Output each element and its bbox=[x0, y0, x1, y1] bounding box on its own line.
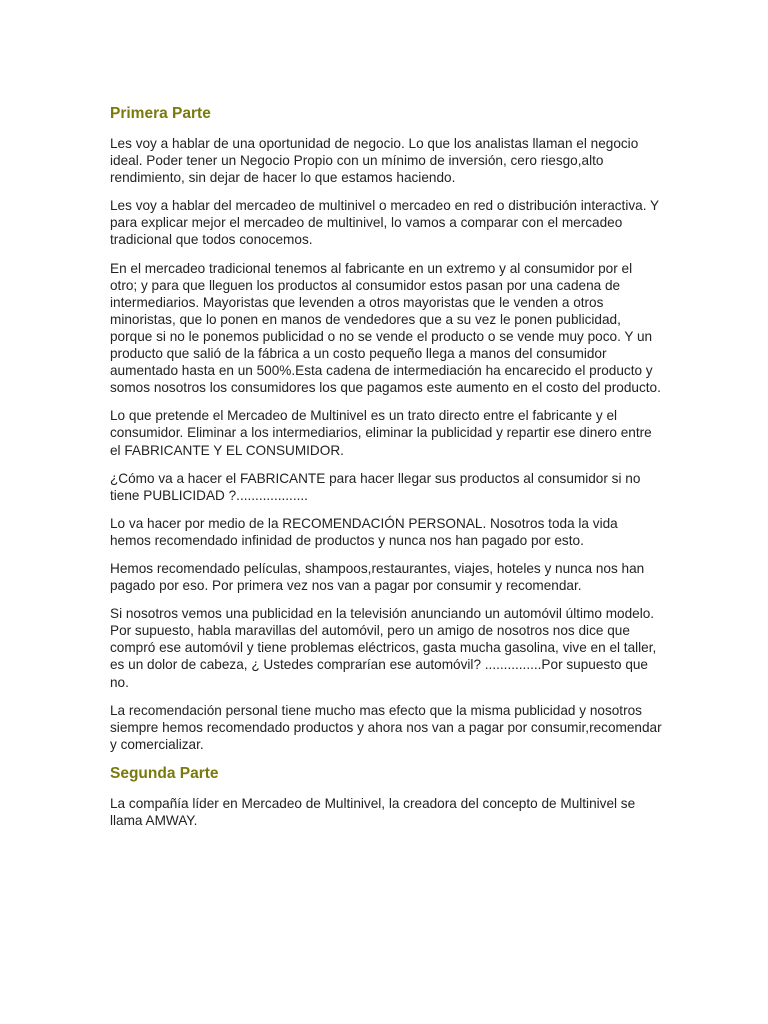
paragraph-efecto-recomendacion: La recomendación personal tiene mucho mas efecto que la misma publicidad y nosotros siempre hemos recomendado productos y ahora nos van a pagar por consumir,recomendar y comercializar. bbox=[110, 702, 662, 752]
section-title-primera-parte: Primera Parte bbox=[110, 105, 211, 122]
paragraph-trato-directo: Lo que pretende el Mercadeo de Multinivel es un trato directo entre el fabricante y el consumidor. Eliminar a los intermediarios, eliminar la publicidad y repartir ese dinero entre el FABRICANTE Y EL CONSUMIDOR. bbox=[110, 408, 652, 458]
paragraph-pregunta-publicidad: ¿Cómo va a hacer el FABRICANTE para hacer llegar sus productos al consumidor si no tiene PUBLICIDAD ?................... bbox=[110, 470, 641, 503]
paragraph-amway: La compañía líder en Mercadeo de Multinivel, la creadora del concepto de Multinivel se llama AMWAY. bbox=[110, 795, 636, 828]
paragraph-mercadeo-multinivel: Les voy a hablar del mercadeo de multinivel o mercadeo en red o distribución interactiva. Y para explicar mejor el mercadeo de multinivel, lo vamos a comparar con el mercadeo tradicional que todos conocemos. bbox=[110, 198, 659, 248]
paragraph-hemos-recomendado: Hemos recomendado películas, shampoos,restaurantes, viajes, hoteles y nunca nos han pagado por eso. Por primera vez nos van a pagar por consumir y recomendar. bbox=[110, 560, 645, 594]
paragraph-ejemplo-automovil: Si nosotros vemos una publicidad en la televisión anunciando un automóvil último modelo. Por supuesto, habla maravillas del automóvil, pero un amigo de nosotros nos dice que compró ese automóvil y tiene problemas eléctricos, gasta mucha gasolina, vive en el taller, es un dolor de cabeza, ¿ Ustedes comprarían ese automóvil? ...............Por supuesto que no. bbox=[110, 606, 657, 690]
paragraph-mercadeo-tradicional: En el mercadeo tradicional tenemos al fabricante en un extremo y al consumidor por el otro; y para que lleguen los productos al consumidor estos pasan por una cadena de intermediarios. Mayoristas que levenden a otros mayoristas que le venden a otros minoristas, que lo ponen en manos de vendedores que a su vez le ponen publicidad, porque si no le ponemos publicidad o no se vende el producto o se vende muy poco. Y un producto que salió de la fábrica a un costo pequeño llega a manos del consumidor aumentado hasta en un 500%.Esta cadena de intermediación ha encarecido el producto y somos nosotros los consumidores los que pagamos este aumento en el costo del producto. bbox=[110, 260, 661, 396]
section-title-segunda-parte: Segunda Parte bbox=[110, 764, 219, 782]
paragraph-recomendacion-personal: Lo va hacer por medio de la RECOMENDACIÓN PERSONAL. Nosotros toda la vida hemos recomendado infinidad de productos y nunca nos han pagado por esto. bbox=[110, 515, 618, 548]
document-page bbox=[110, 104, 662, 840]
paragraph-oportunidad-negocio: Les voy a hablar de una oportunidad de negocio. Lo que los analistas llaman el negocio ideal. Poder tener un Negocio Propio con un mínimo de inversión, cero riesgo,alto rendimiento, sin dejar de hacer lo que estamos haciendo. bbox=[110, 136, 639, 186]
